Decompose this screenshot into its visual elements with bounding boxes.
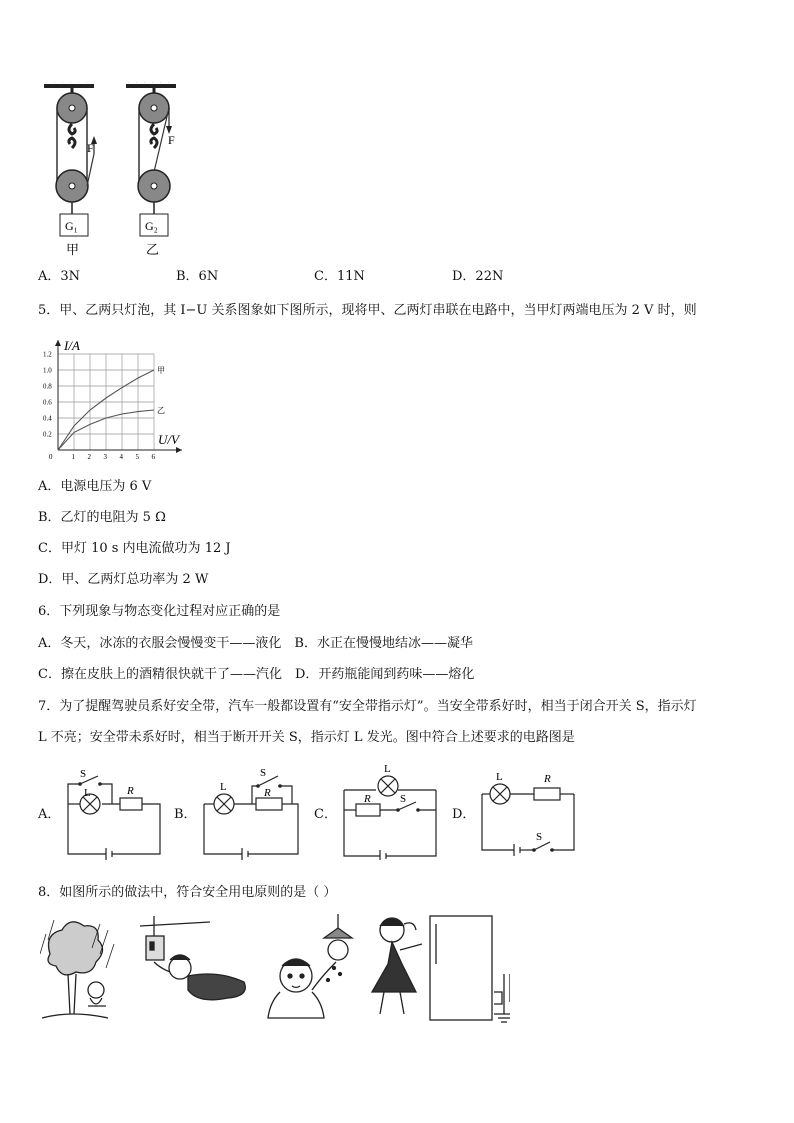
iu-chart (34, 330, 194, 460)
force-label-yi: F (168, 133, 175, 147)
y-tick-label: 0.6 (43, 398, 52, 407)
q7-option-a-letter: A． (38, 807, 61, 822)
q7-stem-line2: L 不亮；安全带未系好时，相当于断开开关 S，指示灯 L 发光。图中符合上述要求的电路图是 (38, 730, 575, 745)
series-label-甲: 甲 (157, 366, 165, 375)
circuit-b-lamp-label: L (220, 781, 227, 793)
q6-options-ab: A．冬天，冰冻的衣服会慢慢变干——液化 B．水正在慢慢地结冰——凝华 (38, 636, 473, 651)
y-tick-label: 1.2 (43, 350, 52, 359)
q6-options-cd: C．擦在皮肤上的酒精很快就干了——汽化 D．开药瓶能闻到药味——熔化 (38, 667, 475, 682)
circuit-c-switch-label: S (400, 793, 407, 805)
boy-poking-socket-scene (140, 916, 245, 1000)
y-tick-label: 0.8 (43, 382, 52, 391)
q5-option-c: C．甲灯 10 s 内电流做功为 12 J (38, 541, 231, 556)
q7-option-b-letter: B． (174, 807, 197, 822)
q5-stem: 5．甲、乙两只灯泡，其 I−U 关系图象如下图所示，现将甲、乙两灯串联在电路中，当甲灯两端电压为 2 V 时，则 (38, 303, 697, 318)
pulley-figure (38, 82, 198, 262)
circuit-d-switch-label: S (536, 831, 543, 843)
chart-grid (58, 354, 154, 450)
x-axis-arrow (176, 447, 182, 453)
q4-option-b: B．6N (176, 269, 219, 284)
y-axis-arrow (55, 340, 61, 346)
q5-option-a: A．电源电压为 6 V (38, 479, 152, 494)
x-tick-label: 2 (87, 453, 91, 460)
pulley-system-jia (44, 82, 97, 257)
circuit-a-resistor-label: R (127, 785, 134, 797)
y-tick-label: 1.0 (43, 366, 52, 375)
x-tick-label: 0 (49, 453, 53, 460)
label-yi: 乙 (146, 242, 160, 257)
weight-label-g1: G₁ (65, 219, 78, 233)
y-axis-label: I/A (64, 338, 80, 353)
q4-option-c: C．11N (314, 269, 365, 284)
safety-illustrations (40, 914, 510, 1026)
label-jia: 甲 (66, 242, 80, 257)
circuit-d-lamp-label: L (496, 771, 503, 783)
circuit-b-switch-label: S (260, 767, 267, 779)
q8-stem: 8．如图所示的做法中，符合安全用电原则的是（ ） (38, 885, 337, 900)
q7-option-d-letter: D． (452, 807, 476, 822)
x-tick-label: 6 (151, 453, 155, 460)
x-tick-label: 3 (103, 453, 107, 460)
q4-option-a: A．3N (38, 269, 81, 284)
q7-stem-line1: 7．为了提醒驾驶员系好安全带，汽车一般都设置有“安全带指示灯”。当安全带系好时，相当于闭合开关 S，指示灯 (38, 699, 697, 714)
circuit-c (336, 760, 444, 860)
circuit-c-lamp-label: L (384, 763, 391, 775)
force-label-jia: F (87, 141, 94, 155)
x-axis-label: U/V (158, 432, 179, 447)
q5-option-d: D．甲、乙两灯总功率为 2 W (38, 572, 209, 587)
grounded-fridge-scene (372, 916, 510, 1022)
y-tick-label: 0.2 (43, 430, 52, 439)
q4-option-d: D．22N (452, 269, 504, 284)
x-tick-label: 1 (71, 453, 75, 460)
tree-in-rain-scene (40, 920, 114, 1018)
circuit-a-switch-label: S (80, 768, 87, 780)
wet-hand-lamp-scene (268, 914, 352, 1018)
x-tick-label: 4 (119, 453, 123, 460)
pulley-system-yi (126, 82, 176, 257)
q6-stem: 6．下列现象与物态变化过程对应正确的是 (38, 604, 281, 619)
x-tick-label: 5 (135, 453, 139, 460)
circuit-b (196, 762, 306, 860)
circuit-c-resistor-label: R (364, 793, 371, 805)
series-label-乙: 乙 (157, 406, 165, 415)
weight-label-g2: G₂ (145, 219, 158, 233)
circuit-a-lamp-label: L (84, 787, 91, 799)
y-tick-label: 0.4 (43, 414, 52, 423)
circuit-b-resistor-label: R (264, 787, 271, 799)
q7-option-c-letter: C． (314, 807, 337, 822)
q5-option-b: B．乙灯的电阻为 5 Ω (38, 510, 166, 525)
circuit-d-resistor-label: R (544, 773, 551, 785)
chart-tick-labels (43, 351, 156, 461)
circuit-d (476, 764, 580, 856)
circuit-a (62, 766, 166, 860)
